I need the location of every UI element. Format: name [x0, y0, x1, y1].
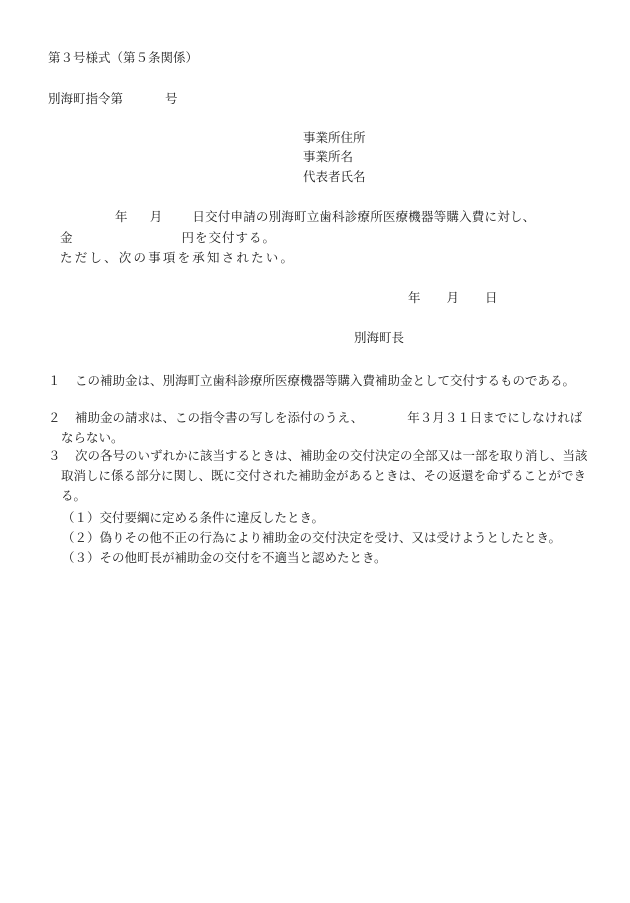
application-text: 日交付申請の別海町立歯科診療所医療機器等購入費に対し、	[192, 209, 536, 224]
condition-text	[48, 408, 593, 448]
amount-label: 金	[60, 230, 74, 245]
condition-item	[48, 371, 593, 391]
recipient-address-label: 事業所住所	[303, 130, 366, 145]
form-number: 第３号様式（第５条関係）	[48, 50, 199, 65]
recipient-representative-label: 代表者氏名	[303, 169, 366, 184]
application-month: 月	[149, 209, 163, 224]
condition-text: この補助金は、別海町立歯科診療所医療機器等購入費補助金として交付するものである。	[75, 373, 576, 388]
sub-condition-item: （１）交付要綱に定める条件に違反したとき。	[62, 510, 325, 525]
condition-item	[48, 408, 593, 448]
issue-month: 月	[446, 290, 460, 305]
issuer-title: 別海町長	[354, 330, 405, 345]
application-year: 年	[115, 209, 128, 224]
order-prefix: 別海町指令第	[48, 91, 124, 106]
condition-number: １	[48, 373, 61, 388]
amount-line	[60, 232, 276, 245]
notice-text: ただし、次の事項を承知されたい。	[60, 250, 296, 265]
condition-item	[48, 446, 593, 506]
application-line	[115, 211, 535, 224]
order-number	[48, 93, 178, 106]
amount-text: 円を交付する。	[181, 230, 277, 245]
condition-text: 次の各号のいずれかに該当するときは、補助金の交付決定の全部又は一部を取り消し、当該取消しに係る部分に関し、既に交付された補助金があるときは、その返還を命ずることができる。	[61, 448, 588, 503]
condition-number: ２	[48, 410, 61, 425]
recipient-name-label: 事業所名	[303, 149, 354, 164]
condition-number: ３	[48, 448, 61, 463]
issue-date	[408, 292, 498, 305]
order-suffix: 号	[165, 91, 178, 106]
sub-condition-item: （３）その他町長が補助金の交付を不適当と認めたとき。	[62, 550, 387, 565]
sub-condition-item: （２）偽りその他不正の行為により補助金の交付決定を受け、又は受けようとしたとき。	[62, 530, 562, 545]
condition-text-part: 補助金の請求は、この指令書の写しを添付のうえ、	[75, 410, 364, 425]
issue-year: 年	[408, 290, 421, 305]
condition-text-part: 年３月３１日までにしなければならない。	[61, 410, 583, 445]
issue-day: 日	[485, 290, 498, 305]
